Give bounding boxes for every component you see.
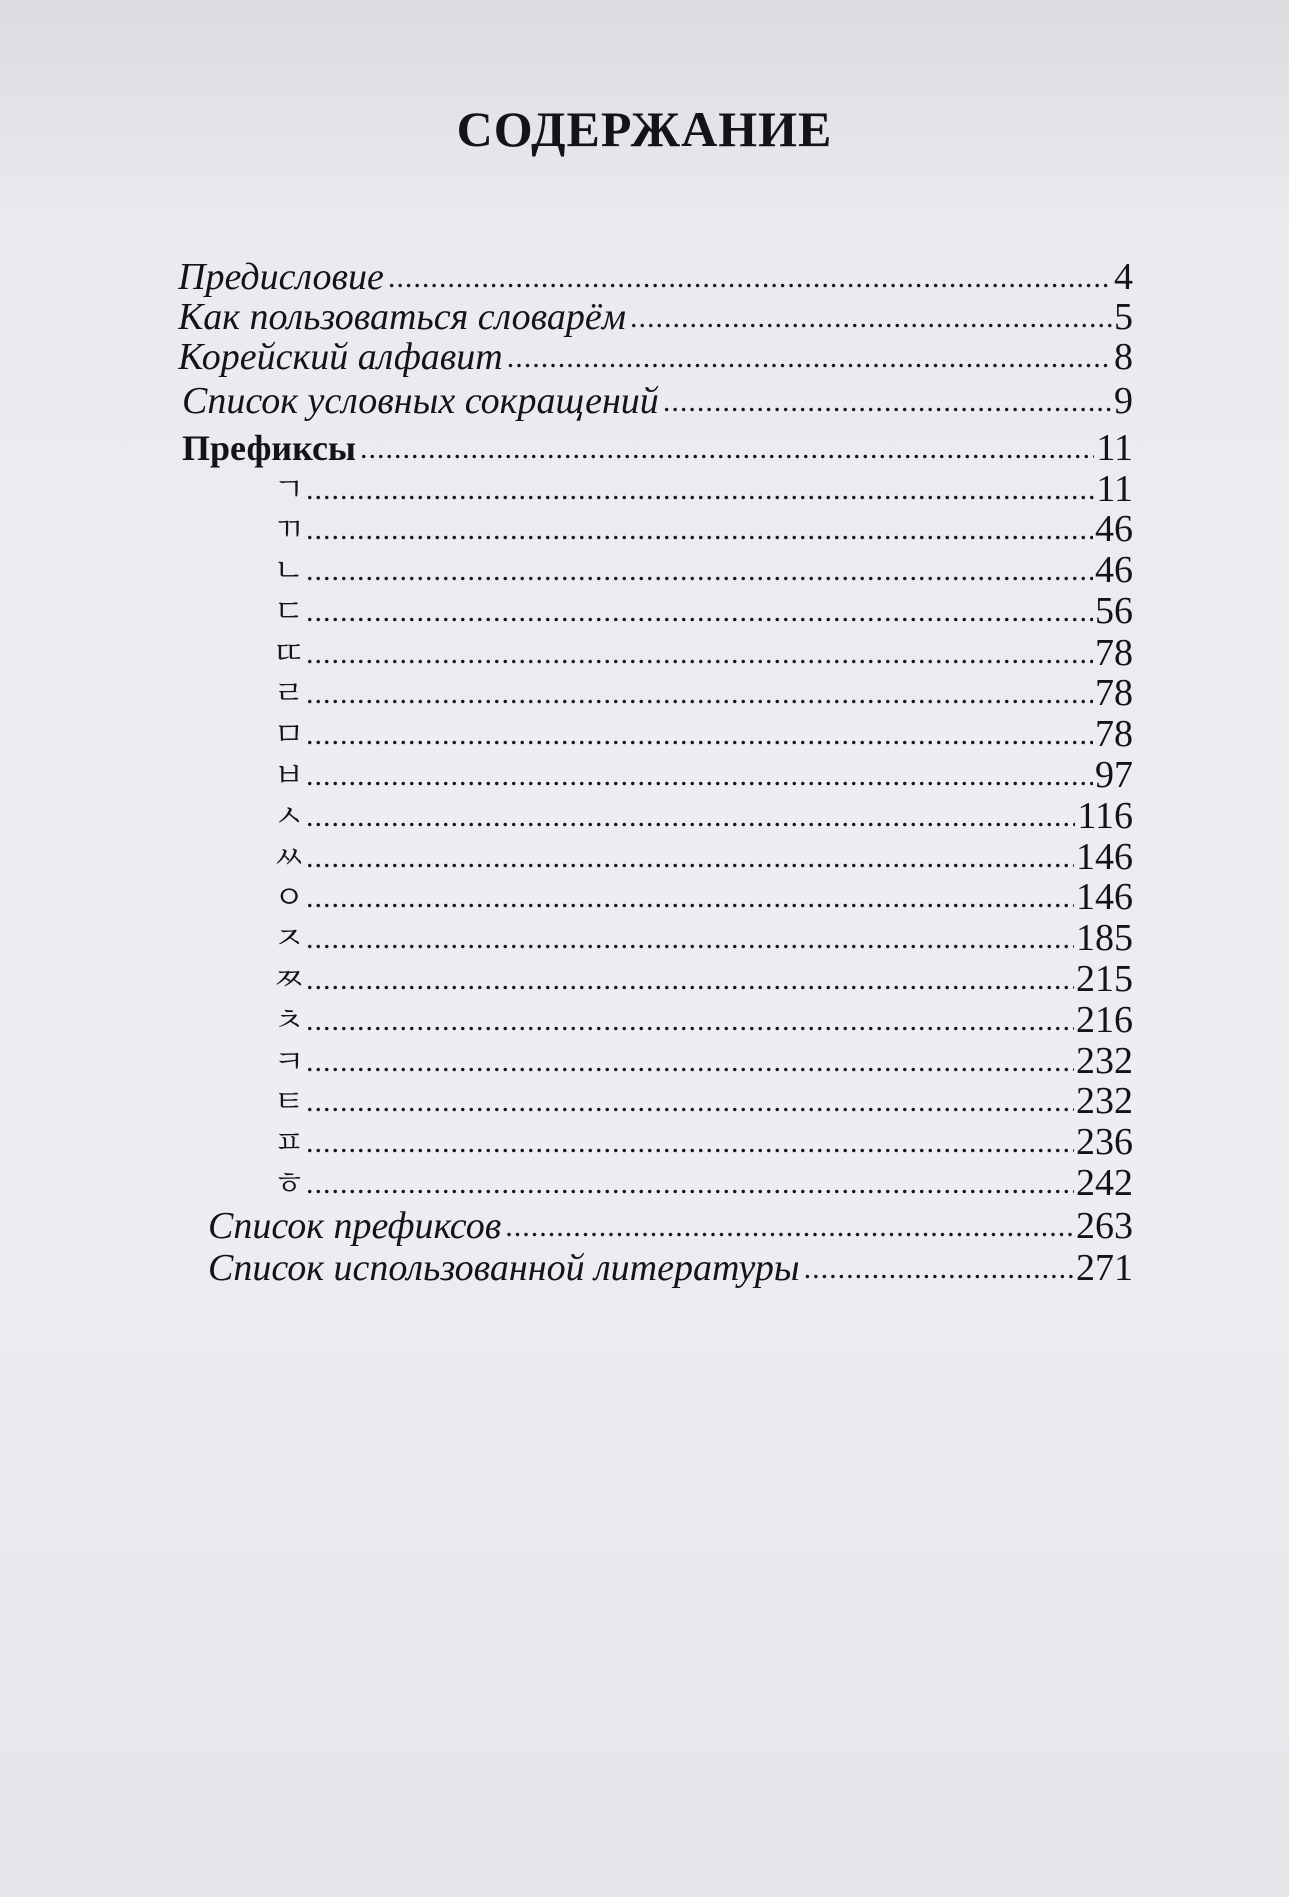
toc-entry-label: ㅁ [273, 715, 305, 753]
dot-leader [306, 999, 1074, 1043]
dot-leader [306, 713, 1093, 757]
toc-page-number: 5 [1114, 296, 1133, 338]
toc-entry-label: ㅆ [273, 838, 305, 876]
toc-entry-label: ㅌ [273, 1082, 305, 1120]
toc-entry [272, 752, 1133, 798]
toc-entry [272, 1078, 1133, 1124]
dot-leader [663, 380, 1112, 424]
toc-entry-label: ㅈ [273, 919, 305, 957]
toc-page-number: 78 [1095, 713, 1133, 755]
toc-entry [272, 711, 1133, 757]
toc-entry [272, 1160, 1133, 1206]
toc-entry-label: Список префиксов [208, 1205, 502, 1247]
toc-page-number: 271 [1076, 1247, 1133, 1289]
dot-leader [306, 1162, 1074, 1206]
toc-entry-label: ㅊ [273, 1001, 305, 1039]
toc-entry-label: Список использованной литературы [208, 1247, 800, 1289]
toc-page-number: 46 [1095, 549, 1133, 591]
toc-entry [272, 874, 1133, 920]
dot-leader [505, 1205, 1074, 1249]
dot-leader [306, 1080, 1074, 1124]
toc-page-number: 146 [1076, 876, 1133, 918]
toc-entry-label: ㅍ [273, 1123, 305, 1161]
toc-entry-label: Как пользоваться словарём [178, 296, 627, 338]
toc-entry-label: Список условных сокращений [182, 380, 659, 422]
toc-entry-label: ㅇ [273, 878, 305, 916]
toc-entry [272, 547, 1133, 593]
dot-leader [306, 508, 1093, 552]
toc-entry-label: ㄱ [273, 470, 305, 508]
dot-leader [306, 917, 1074, 961]
toc-page-number: 56 [1095, 590, 1133, 632]
toc-page-number: 78 [1095, 672, 1133, 714]
toc-entry [272, 915, 1133, 961]
dot-leader [306, 876, 1074, 920]
toc-entry-label: ㄴ [273, 551, 305, 589]
toc-entry [272, 997, 1133, 1043]
toc-page-number: 242 [1076, 1162, 1133, 1204]
toc-entry [272, 1119, 1133, 1165]
toc-entry-label: ㅉ [273, 960, 305, 998]
toc-page-number: 216 [1076, 999, 1133, 1041]
toc-entry [182, 425, 1133, 471]
toc-page-number: 146 [1076, 836, 1133, 878]
dot-leader [804, 1247, 1074, 1291]
toc-entry-label: ㄸ [273, 634, 305, 672]
dot-leader [360, 427, 1094, 471]
page-title: СОДЕРЖАНИЕ [456, 101, 833, 157]
toc-page-number: 236 [1076, 1121, 1133, 1163]
dot-leader [306, 795, 1075, 839]
toc-page-number: 215 [1076, 958, 1133, 1000]
toc-entry-label: ㄲ [273, 510, 305, 548]
toc-page-number: 46 [1095, 508, 1133, 550]
toc-entry [272, 670, 1133, 716]
toc-page-number: 116 [1077, 795, 1133, 837]
toc-entry-label: ㄹ [273, 674, 305, 712]
toc-entry [178, 334, 1133, 380]
toc-entry-label: ㅅ [273, 797, 305, 835]
toc-entry [208, 1203, 1133, 1249]
toc-entry-label: ㅂ [273, 756, 305, 794]
toc-page-number: 8 [1114, 336, 1133, 378]
toc-entry [272, 588, 1133, 634]
toc-page-number: 9 [1114, 380, 1133, 422]
toc-entry [208, 1245, 1133, 1291]
toc-page-number: 78 [1095, 632, 1133, 674]
dot-leader [306, 549, 1093, 593]
toc-entry-label: Предисловие [178, 256, 384, 298]
toc-page-number: 11 [1096, 427, 1133, 469]
toc-entry-label: Корейский алфавит [178, 336, 503, 378]
toc-entry-label: Префиксы [182, 428, 357, 468]
dot-leader [507, 336, 1112, 380]
toc-entry [272, 793, 1133, 839]
dot-leader [306, 590, 1093, 634]
toc-page-number: 4 [1114, 256, 1133, 298]
toc-entry [272, 506, 1133, 552]
toc-entry [272, 956, 1133, 1002]
toc-entry-label: ㄷ [273, 592, 305, 630]
dot-leader [306, 1121, 1074, 1165]
toc-page-number: 232 [1076, 1080, 1133, 1122]
toc-page-number: 232 [1076, 1040, 1133, 1082]
toc-page-number: 263 [1076, 1205, 1133, 1247]
toc-page-number: 97 [1095, 754, 1133, 796]
dot-leader [306, 958, 1074, 1002]
dot-leader [306, 672, 1093, 716]
toc-entry-label: ㅎ [273, 1164, 305, 1202]
toc-entry [182, 378, 1133, 424]
toc-page-number: 185 [1076, 917, 1133, 959]
toc-entry-label: ㅋ [273, 1042, 305, 1080]
toc-page-number: 11 [1096, 468, 1133, 510]
dot-leader [306, 754, 1093, 798]
